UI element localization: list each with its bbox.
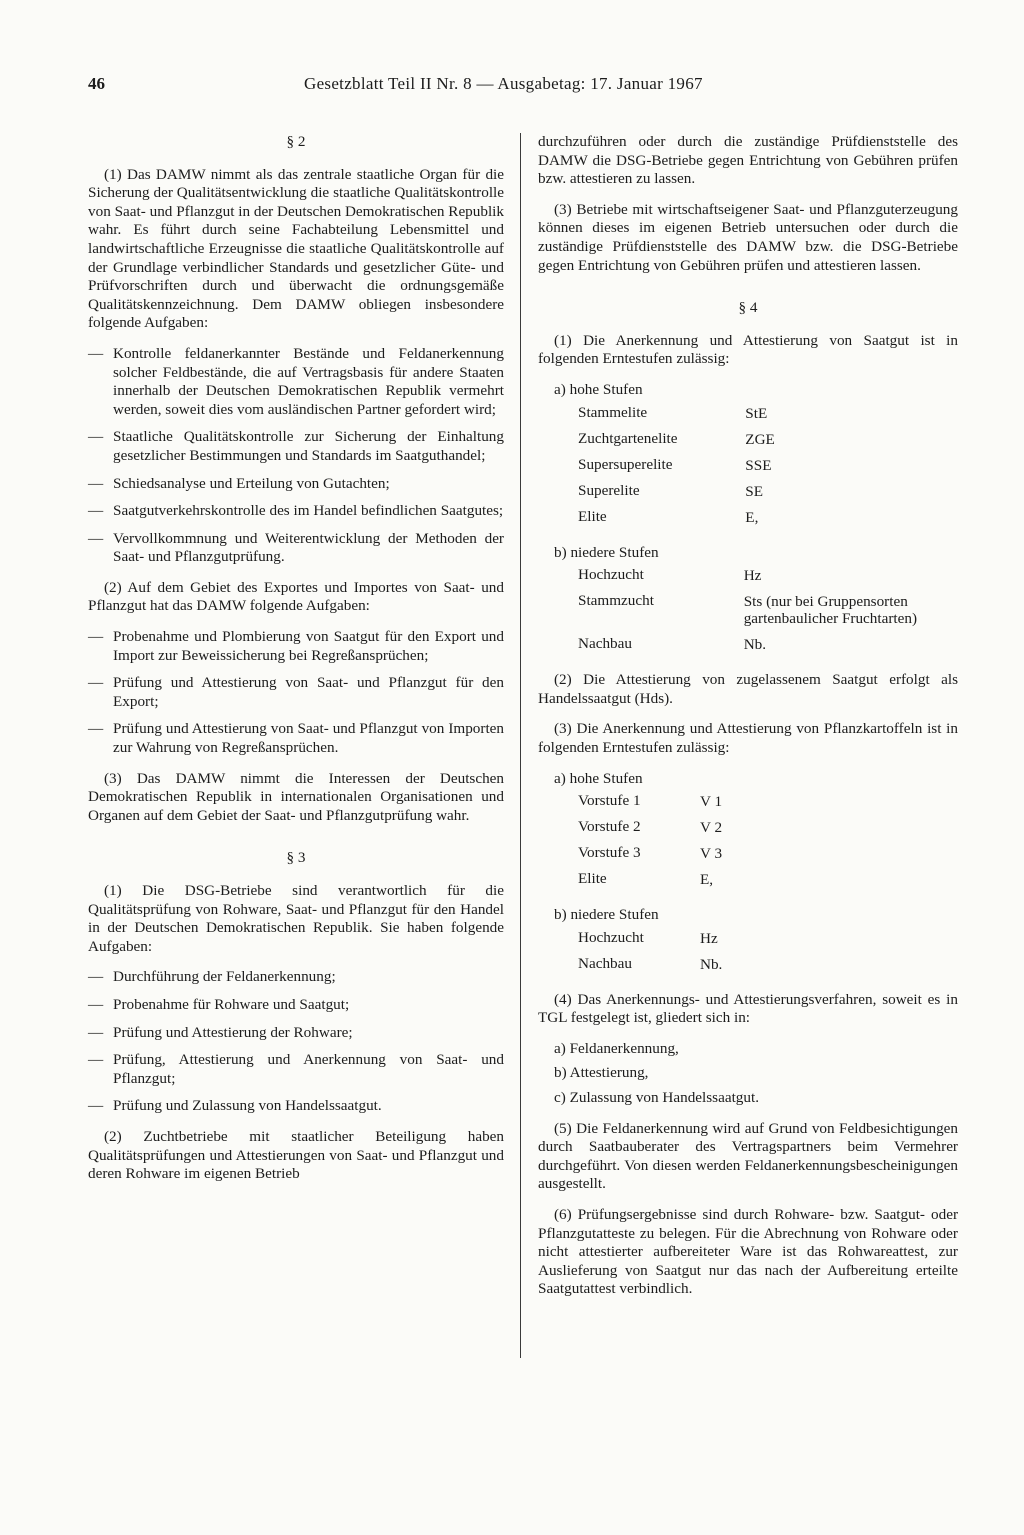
table-row [578, 430, 958, 456]
s3-paragraph-3: (3) Betriebe mit wirtschaftseigener Saat- und Pflanzguterzeugung können dieses im eigenen Betrieb untersuchen oder durch die zuständige Prüfdienststelle des DAMW bzw. die DSG-Betriebe gegen Entrichtung von Gebühren prüfen und attestieren lassen. [538, 200, 958, 274]
table-row [578, 592, 958, 635]
table-row [578, 404, 958, 430]
page-header [88, 74, 960, 104]
list-item: c) Zulassung von Handelssaatgut. [554, 1089, 759, 1107]
table-row [578, 929, 820, 955]
section-heading-3: § 3 [286, 849, 306, 867]
grade-abbreviation: ZGE [745, 430, 775, 448]
grade-abbreviation: E, [745, 508, 759, 526]
grade-name: Zuchtgartenelite [578, 429, 678, 447]
s2-paragraph-1: (1) Das DAMW nimmt als das zentrale staatliche Organ für die Sicherung der Qualitätsentwicklung die staatliche Qualitätskontrolle von Saat- und Pflanzgut in der Deutschen Demokratischen Republik wahr. Es führt durch seine Fachabteilung Lebensmittel und landwirtschaftliche Erzeugnisse die staatliche Qualitätskontrolle auf der Grundlage verbindlicher Standards und gesetzlicher Güte- und Prüfvorschriften durch und überwacht die ordnungsgemäße Qualitätskennzeichnung. Dem DAMW obliegen insbesondere folgende Aufgaben: [88, 165, 504, 332]
grade-abbreviation: Hz [700, 929, 718, 947]
table-row [578, 792, 820, 818]
list-item: — Prüfung und Zulassung von Handelssaatgut. [88, 1097, 504, 1116]
list-item: — Prüfung und Attestierung der Rohware; [88, 1024, 504, 1043]
list-item: — Probenahme und Plombierung von Saatgut für den Export und Import zur Beweissicherung bei Regreßansprüchen; [88, 628, 504, 665]
list-item: — Vervollkommnung und Weiterentwicklung der Methoden der Saat- und Pflanzgutprüfung. [88, 530, 504, 567]
grade-name: Supersuperelite [578, 455, 673, 473]
list-item: — Saatgutverkehrskontrolle des im Handel befindlichen Saatgutes; [88, 502, 504, 521]
grade-abbreviation: SE [745, 482, 764, 500]
grade-abbreviation: SSE [745, 456, 772, 474]
grade-name: Superelite [578, 481, 640, 499]
grade-abbreviation: Nb. [743, 636, 767, 654]
list-item: b) Attestierung, [554, 1064, 649, 1082]
table-row [578, 844, 820, 870]
grade-name: Vorstufe 3 [578, 844, 641, 862]
grade-abbreviation: V 3 [700, 845, 723, 863]
grade-name: Vorstufe 2 [578, 818, 641, 836]
potato-low-levels-table [578, 929, 820, 981]
seed-low-levels-label: b) niedere Stufen [554, 543, 659, 561]
grade-name: Nachbau [578, 635, 632, 653]
grade-abbreviation: V 1 [700, 793, 723, 811]
grade-name: Elite [578, 507, 607, 525]
s4-paragraph-6: (6) Prüfungsergebnisse sind durch Rohware- bzw. Saatgut- oder Pflanzgutatteste zu belegen. Für die Abrechnung von Rohware oder nicht attestierter aufbereiteter Ware ist das Rohwareattest, zur Auslieferung von Saatgut nur das nach der Aufbereitung erteilte Saatgutattest verbindlich. [538, 1206, 958, 1298]
s3-paragraph-2-start: (2) Zuchtbetriebe mit staatlicher Beteiligung haben Qualitätsprüfungen und Attestierungen von Saat- und Pflanzgut und deren Rohware im eigenen Betrieb [88, 1127, 504, 1183]
grade-name: Stammelite [578, 403, 648, 421]
s2-task-list-2 [88, 628, 504, 758]
grade-abbreviation: Nb. [700, 955, 723, 973]
s4-paragraph-5: (5) Die Feldanerkennung wird auf Grund von Feldbesichtigungen durch Saatbauberater des Vertragspartners beim Vermehrer durchgeführt. Von diesen werden Feldanerkennungsbescheinigungen ausgestellt. [538, 1119, 958, 1193]
potato-low-levels-label: b) niedere Stufen [554, 906, 659, 924]
s4-paragraph-1: (1) Die Anerkennung und Attestierung von Saatgut ist in folgenden Erntestufen zulässig: [538, 331, 958, 368]
grade-abbreviation: E, [700, 871, 714, 889]
grade-name: Hochzucht [578, 928, 644, 946]
list-item: — Prüfung und Attestierung von Saat- und Pflanzgut für den Export; [88, 674, 504, 711]
seed-high-levels-table [578, 404, 958, 534]
potato-high-levels-label: a) hohe Stufen [554, 769, 643, 787]
table-row [578, 456, 958, 482]
s4-paragraph-3: (3) Die Anerkennung und Attestierung von Pflanzkartoffeln ist in folgenden Erntestufen zulässig: [538, 720, 958, 756]
table-row [578, 955, 820, 981]
list-item: — Staatliche Qualitätskontrolle zur Sicherung der Einhaltung gesetzlicher Bestimmungen und Standards im Saatguthandel; [88, 428, 504, 465]
s3-task-list [88, 968, 504, 1116]
right-column [538, 133, 958, 1311]
s4-paragraph-2: (2) Die Attestierung von zugelassenem Saatgut erfolgt als Handelssaatgut (Hds). [538, 671, 958, 707]
list-item: — Prüfung und Attestierung von Saat- und Pflanzgut von Importen zur Wahrung von Regreßansprüchen. [88, 720, 504, 757]
s2-paragraph-2: (2) Auf dem Gebiet des Exportes und Importes von Saat- und Pflanzgut hat das DAMW folgende Aufgaben: [88, 578, 504, 615]
list-item: a) Feldanerkennung, [554, 1039, 679, 1057]
grade-name: Stammzucht [578, 592, 654, 610]
table-row [578, 482, 958, 508]
grade-name: Nachbau [578, 954, 632, 972]
list-item: — Probenahme für Rohware und Saatgut; [88, 996, 504, 1015]
s3-paragraph-1: (1) Die DSG-Betriebe sind verantwortlich für die Qualitätsprüfung von Rohware, Saat- und Pflanzgut für den Handel in der Deutschen Demokratischen Republik. Sie haben folgende Aufgaben: [88, 882, 504, 955]
grade-abbreviation: Hz [743, 567, 762, 585]
grade-abbreviation: Sts (nur bei Gruppensorten gartenbaulicher Fruchtarten) [743, 593, 918, 628]
section-heading-4: § 4 [738, 299, 758, 317]
grade-name: Elite [578, 870, 607, 888]
s4-paragraph-4: (4) Das Anerkennungs- und Attestierungsverfahren, soweit es in TGL festgelegt ist, gliedert sich in: [538, 990, 958, 1027]
grade-name: Hochzucht [578, 566, 644, 584]
grade-name: Vorstufe 1 [578, 792, 641, 810]
list-item: — Prüfung, Attestierung und Anerkennung von Saat- und Pflanzgut; [88, 1051, 504, 1088]
list-item: — Kontrolle feldanerkannter Bestände und Feldanerkennung solcher Feldbestände, die auf Vertragsbasis für andere Staaten innerhalb der Deutschen Demokratischen Republik vermehrt werden, soweit dies vom ausländischen Partner gefordert wird; [88, 345, 504, 419]
table-row [578, 818, 820, 844]
grade-abbreviation: V 2 [700, 819, 723, 837]
seed-high-levels-label: a) hohe Stufen [554, 380, 643, 398]
table-row [578, 635, 958, 661]
s2-task-list-1 [88, 345, 504, 567]
table-row [578, 508, 958, 534]
list-item: — Durchführung der Feldanerkennung; [88, 968, 504, 987]
running-title: Gesetzblatt Teil II Nr. 8 — Ausgabetag: 17. Januar 1967 [304, 74, 703, 93]
s2-paragraph-3: (3) Das DAMW nimmt die Interessen der Deutschen Demokratischen Republik in internationalen Organisationen und Organen auf dem Gebiet der Saat- und Pflanzgutprüfung wahr. [88, 769, 504, 824]
list-item: — Schiedsanalyse und Erteilung von Gutachten; [88, 475, 504, 494]
page-number: 46 [88, 74, 105, 93]
seed-low-levels-table [578, 566, 958, 661]
left-column [88, 133, 504, 1196]
grade-abbreviation: StE [745, 404, 768, 422]
s3-paragraph-2-end: durchzuführen oder durch die zuständige Prüfdienststelle des DAMW die DSG-Betriebe gegen Entrichtung von Gebühren prüfen bzw. attestieren zu lassen. [538, 133, 958, 188]
table-row [578, 870, 820, 896]
potato-high-levels-table [578, 792, 820, 896]
table-row [578, 566, 958, 592]
section-heading-2: § 2 [286, 133, 306, 150]
procedure-steps-list [554, 1040, 958, 1108]
column-divider [520, 133, 521, 1358]
